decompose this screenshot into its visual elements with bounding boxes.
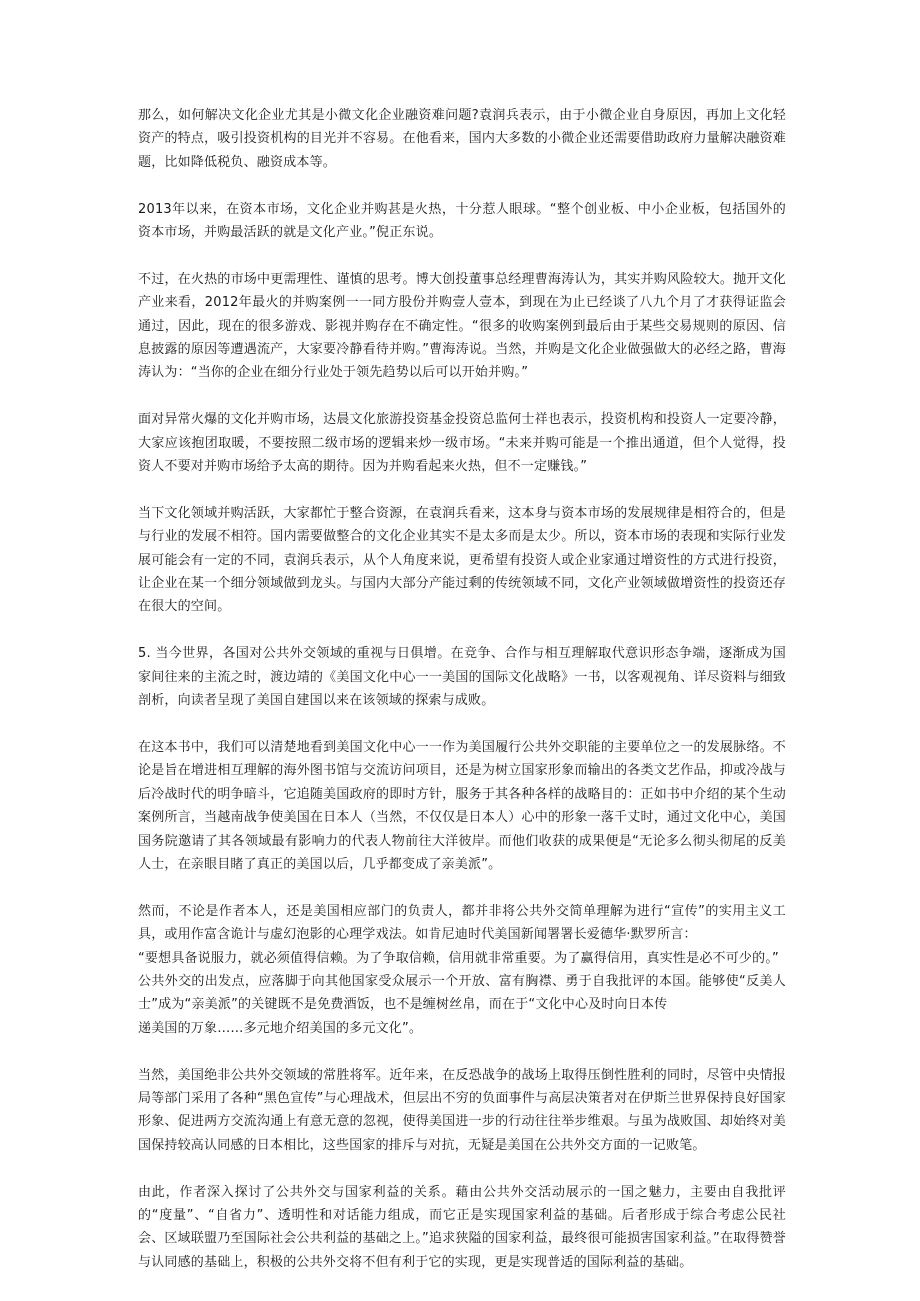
paragraph-american-center: 在这本书中，我们可以清楚地看到美国文化中心一一作为美国履行公共外交职能的主要单位之一的发展脉络。不论是旨在增进相互理解的海外图书馆与交流访问项目，还是为树立国家形象而输出的各类文艺作品，抑或冷战与后冷战时代的明争暗斗，它追随美国政府的即时方针，服务于其各种各样的战略目的：正如书中介绍的某个生动案例所言，当越南战争使美国在日本人（当然，不仅仅是日本人）心中的形象一落千丈时，通过文化中心，美国国务院邀请了其各领域最有影响力的代表人物前往大洋彼岸。而他们收获的成果便是“无论多么彻头彻尾的反美人士，在亲眼目睹了真正的美国以后，几乎都变成了亲美派”。 — [138, 739, 786, 872]
quote-line-2: 公共外交的出发点，应落脚于向其他国家受众展示一个开放、富有胸襟、勇于自我批评的本国。能够使“反美人士”成为“亲美派”的关键既不是免费酒饭，也不是缠树丝帛，而在于“文化中心及时向日本传 — [138, 973, 786, 1013]
paragraph-investor-caution: 面对异常火爆的文化并购市场，达晨文化旅游投资基金投资总监何士祥也表示，投资机构和投资人一定要冷静，大家应该抱团取暖，不要按照二级市场的逻辑来炒一级市场。“未来并购可能是一个推出通道，但个人觉得，投资人不要对并购市场给予太高的期待。因为并购看起来火热，但不一定赚钱。” — [138, 412, 786, 475]
quote-line-1: “要想具备说服力，就必须值得信赖。为了争取信赖，信用就非常重要。为了赢得信用，真实性是必不可少的。” — [138, 950, 779, 966]
paragraph-not-always-winning: 当然，美国绝非公共外交领域的常胜将军。近年来，在反恐战争的战场上取得压倒性胜利的同时，尽管中央情报局等部门采用了各种“黑色宣传”与心理战术，但层出不穷的负面事件与高层决策者对在伊斯兰世界保持良好国家形象、促进两方交流沟通上有意无意的忽视，使得美国进一步的行动往往举步维艰。与虽为战败国、却始终对美国保持较高认同感的日本相比，这些国家的排斥与对抗，无疑是美国在公共外交方面的一记败笔。 — [138, 1067, 786, 1153]
quote-intro: 然而，不论是作者本人，还是美国相应部门的负责人，都并非将公共外交简单理解为进行“宣传”的实用主义工具，或用作富含诡计与虚幻泡影的心理学戏法。如肯尼迪时代美国新闻署署长爱德华·默罗所言： — [138, 903, 786, 943]
paragraph-integration: 当下文化领域并购活跃，大家都忙于整合资源，在袁润兵看来，这本身与资本市场的发展规律是相符合的，但是与行业的发展不相符。国内需要做整合的文化企业其实不是太多而是太少。所以，资本市场的表现和实际行业发展可能会有一定的不同，袁润兵表示，从个人角度来说，更希望有投资人或企业家通过增资性的方式进行投资，让企业在某一个细分领域做到龙头。与国内大部分产能过剩的传统领域不同，文化产业领域做增资性的投资还存在很大的空间。 — [138, 505, 786, 615]
paragraph-financing: 那么，如何解决文化企业尤其是小微文化企业融资难问题?袁润兵表示，由于小微企业自身原因，再加上文化轻资产的特点，吸引投资机构的目光并不容易。在他看来，国内大多数的小微企业还需要借助政府力量解决融资难题，比如降低税负、融资成本等。 — [138, 108, 786, 170]
quote-line-3: 递美国的万象……多元地介绍美国的多元文化”。 — [138, 1020, 423, 1036]
paragraph-public-diplomacy-intro: 5. 当今世界，各国对公共外交领域的重视与日俱增。在竞争、合作与相互理解取代意识形态争端，逐渐成为国家间往来的主流之时，渡边靖的《美国文化中心一一美国的国际文化战略》一书，以客观视角、详尽资料与细致剖析，向读者呈现了美国自建国以来在该领域的探索与成败。 — [138, 646, 786, 709]
paragraph-rational-thinking: 不过，在火热的市场中更需理性、谨慎的思考。博大创投董事总经理曹海涛认为，其实并购风险较大。抛开文化产业来看，2012年最火的并购案例一一同方股份并购壹人壹本，到现在为止已经谈了八九个月了才获得证监会通过，因此，现在的很多游戏、影视并购存在不确定性。“很多的收购案例到最后由于某些交易规则的原因、信息披露的原因等遭遇流产，大家要冷静看待并购。”曹海涛说。当然，并购是文化企业做强做大的必经之路，曹海涛认为：“当你的企业在细分行业处于领先趋势以后可以开始并购。” — [138, 271, 786, 381]
paragraph-propaganda-quote — [138, 900, 786, 1040]
paragraph-national-interest: 由此，作者深入探讨了公共外交与国家利益的关系。藉由公共外交活动展示的一国之魅力，主要由自我批评的“度量”、“自省力”、透明性和对话能力组成，而它正是实现国家利益的基础。后者形成于综合考虑公民社会、区域联盟乃至国际社会公共利益的基础之上。”追求狭隘的国家利益，最终很可能损害国家利益。”在取得赞誉与认同感的基础上，积极的公共外交将不但有利于它的实现，更是实现普适的国际利益的基础。 — [138, 1184, 786, 1270]
paragraph-mergers-2013: 2013年以来，在资本市场，文化企业并购甚是火热，十分惹人眼球。“整个创业板、中小企业板，包括国外的资本市场，并购最活跃的就是文化产业。”倪正东说。 — [138, 201, 786, 241]
document-body — [138, 104, 786, 1298]
